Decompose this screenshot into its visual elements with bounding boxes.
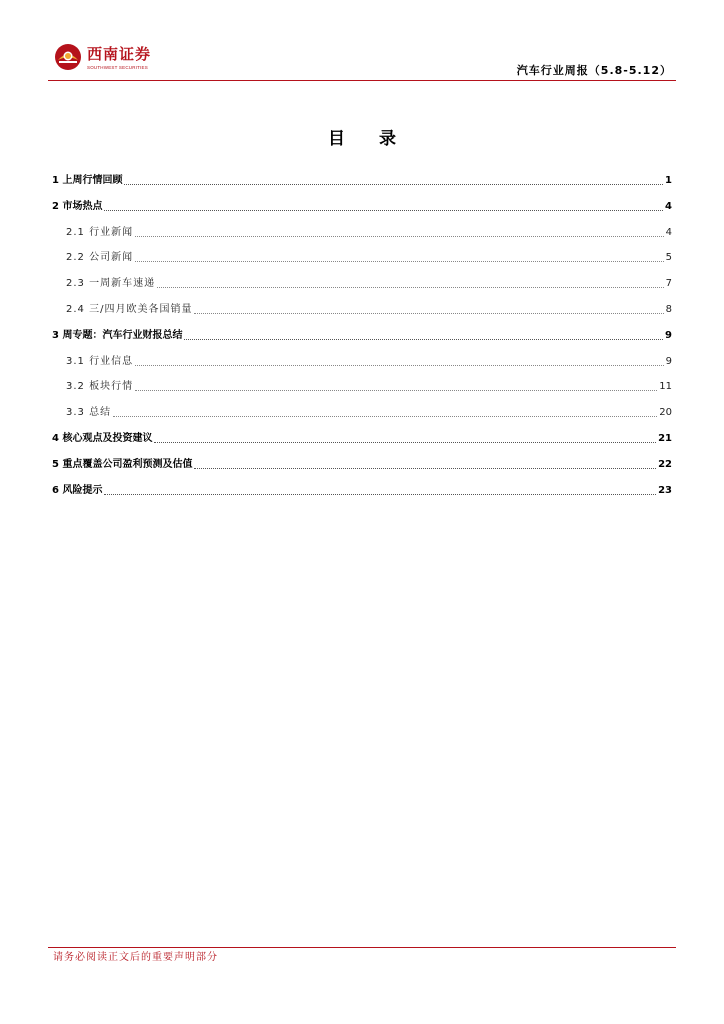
toc-entry[interactable] [66, 302, 672, 316]
toc-entry-label: 5 重点覆盖公司盈利预测及估值 [52, 459, 193, 470]
toc-entry[interactable] [52, 199, 672, 213]
toc-entry-label: 3.1 行业信息 [66, 356, 134, 367]
toc-entry-label: 3.3 总结 [66, 407, 112, 418]
toc-entry[interactable] [66, 405, 672, 419]
toc-entry-label: 3.2 板块行情 [66, 381, 134, 392]
toc-entry[interactable] [66, 250, 672, 264]
footer-divider [48, 947, 676, 948]
toc-entry[interactable] [52, 328, 672, 342]
toc-dot-leader [104, 210, 663, 211]
toc-entry-label: 2 市场热点 [52, 201, 103, 212]
toc-dot-leader [104, 494, 656, 495]
toc-entry-page-number: 1 [665, 175, 672, 186]
toc-entry-page-number: 21 [658, 433, 672, 444]
toc-entry[interactable] [52, 483, 672, 497]
toc-entry[interactable] [52, 173, 672, 187]
toc-entry-label: 1 上周行情回顾 [52, 175, 123, 186]
toc-entry-page-number: 23 [658, 485, 672, 496]
toc-entry-label: 2.4 三/四月欧美各国销量 [66, 304, 193, 315]
toc-entry-label: 3 周专题：汽车行业财报总结 [52, 330, 183, 341]
toc-dot-leader [194, 313, 663, 314]
toc-entry-page-number: 4 [665, 227, 672, 238]
toc-entry-page-number: 22 [658, 459, 672, 470]
toc-entry-page-number: 8 [665, 304, 672, 315]
brand-name-english: SOUTHWEST SECURITIES [87, 65, 148, 70]
toc-title: 目 录 [328, 129, 410, 149]
header-divider [48, 80, 676, 81]
toc-dot-leader [154, 442, 656, 443]
toc-entry-page-number: 5 [665, 252, 672, 263]
toc-entry-page-number: 9 [665, 356, 672, 367]
toc-entry-page-number: 11 [659, 381, 672, 392]
toc-entry-page-number: 20 [659, 407, 672, 418]
toc-entry-page-number: 9 [665, 330, 672, 341]
toc-entry[interactable] [66, 354, 672, 368]
toc-dot-leader [157, 287, 664, 288]
toc-entry[interactable] [52, 431, 672, 445]
footer-disclaimer: 请务必阅读正文后的重要声明部分 [53, 952, 218, 963]
toc-dot-leader [124, 184, 663, 185]
toc-entry-label: 6 风险提示 [52, 485, 103, 496]
toc-entry-label: 2.3 一周新车速递 [66, 278, 156, 289]
toc-entry-label: 2.2 公司新闻 [66, 252, 134, 263]
toc-dot-leader [135, 261, 664, 262]
toc-entry-page-number: 7 [665, 278, 672, 289]
toc-entry[interactable] [66, 379, 672, 393]
toc-dot-leader [184, 339, 663, 340]
page-header [0, 0, 724, 82]
toc-dot-leader [113, 416, 657, 417]
toc-dot-leader [194, 468, 656, 469]
toc-entry[interactable] [66, 276, 672, 290]
toc-dot-leader [135, 236, 664, 237]
report-title: 汽车行业周报（5.8-5.12） [516, 64, 672, 77]
toc-entry[interactable] [66, 225, 672, 239]
toc-entry-label: 2.1 行业新闻 [66, 227, 134, 238]
toc-entry-page-number: 4 [665, 201, 672, 212]
brand-name: 西南证券 [87, 45, 152, 63]
company-logo-icon [54, 43, 82, 71]
toc-entry-label: 4 核心观点及投资建议 [52, 433, 153, 444]
toc-entry[interactable] [52, 457, 672, 471]
toc-dot-leader [135, 365, 664, 366]
toc-dot-leader [135, 390, 657, 391]
